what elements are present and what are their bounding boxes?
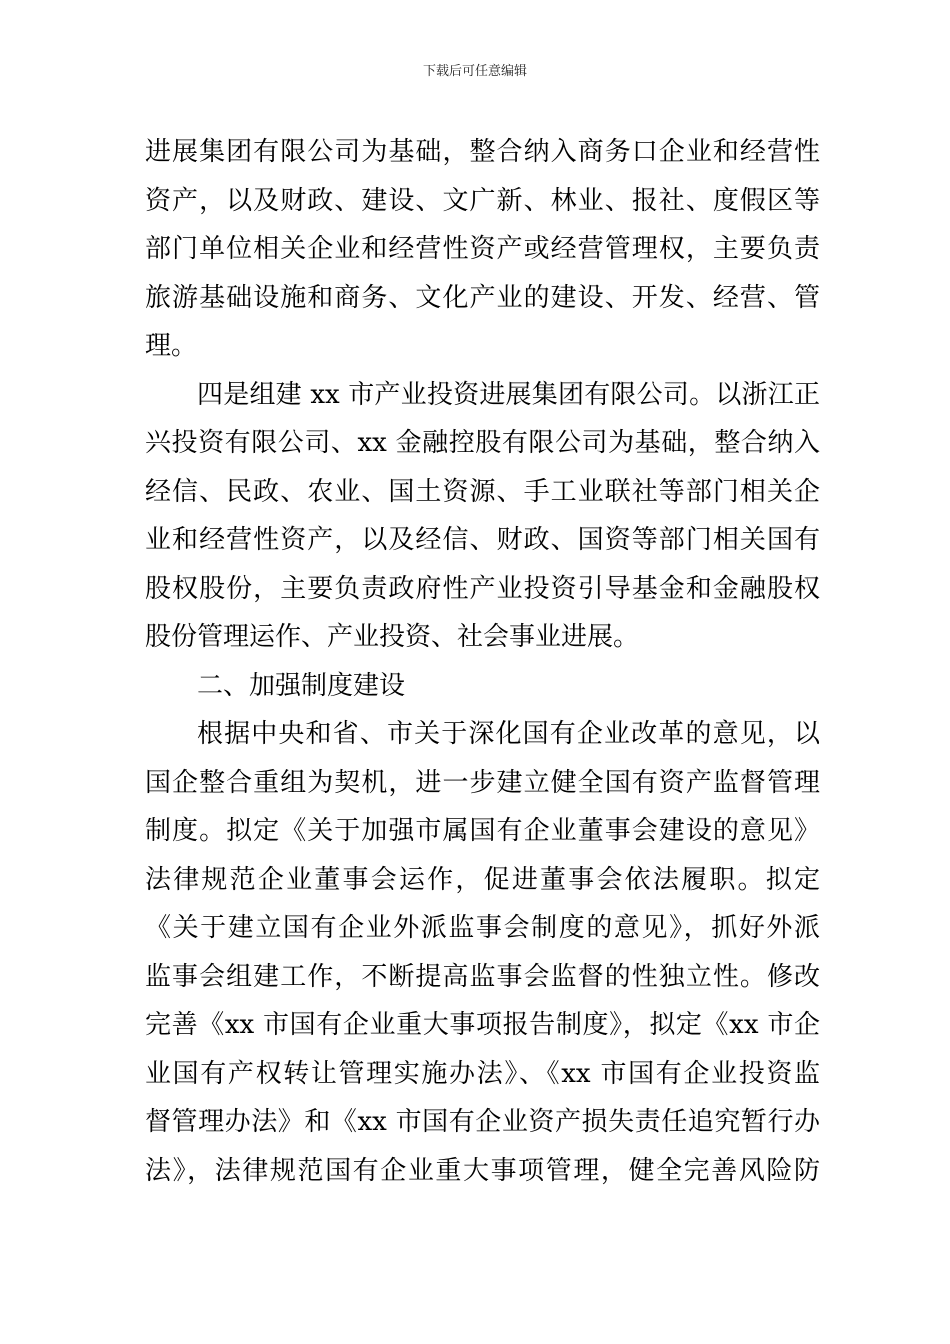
text-line: 制度。拟定《关于加强市属国有企业董事会建设的意见》: [145, 816, 820, 846]
text-line: 兴投资有限公司、xx 金融控股有限公司为基础，整合纳入: [145, 428, 820, 458]
text-line: 《关于建立国有企业外派监事会制度的意见》，抓好外派: [145, 913, 820, 943]
text-line: 国企整合重组为契机，进一步建立健全国有资产监督管理: [145, 767, 820, 798]
text-line: 法》，法律规范国有企业重大事项管理，健全完善风险防: [145, 1155, 820, 1186]
page-header: 下载后可任意编辑: [422, 64, 527, 79]
text-line: 法律规范企业董事会运作，促进董事会依法履职。拟定: [145, 864, 820, 895]
text-line: 股权股份，主要负责政府性产业投资引导基金和金融股权: [145, 573, 820, 604]
text-line: 进展集团有限公司为基础，整合纳入商务口企业和经营性: [145, 137, 820, 167]
text-line: 旅游基础设施和商务、文化产业的建设、开发、经营、管: [145, 282, 820, 313]
text-line: 四是组建 xx 市产业投资进展集团有限公司。以浙江正: [197, 379, 820, 410]
text-line: 业国有产权转让管理实施办法》、《xx 市国有企业投资监: [145, 1058, 820, 1089]
text-line: 经信、民政、农业、国土资源、手工业联社等部门相关企: [145, 476, 820, 507]
text-line: 资产，以及财政、建设、文广新、林业、报社、度假区等: [145, 185, 820, 216]
document-body: [145, 128, 820, 1195]
text-line: 部门单位相关企业和经营性资产或经营管理权，主要负责: [145, 234, 820, 264]
text-line: 督管理办法》和《xx 市国有企业资产损失责任追究暂行办: [145, 1107, 820, 1137]
text-line: 监事会组建工作，不断提高监事会监督的性独立性。修改: [145, 961, 820, 992]
text-line: 完善《xx 市国有企业重大事项报告制度》，拟定《xx 市企: [145, 1010, 820, 1040]
text-line: 根据中央和省、市关于深化国有企业改革的意见，以: [197, 719, 820, 749]
text-line: 股份管理运作、产业投资、社会事业进展。: [145, 622, 640, 652]
section-heading: 二、加强制度建设: [197, 670, 406, 701]
text-line: 业和经营性资产，以及经信、财政、国资等部门相关国有: [145, 525, 820, 555]
text-line: 理。: [145, 331, 198, 361]
